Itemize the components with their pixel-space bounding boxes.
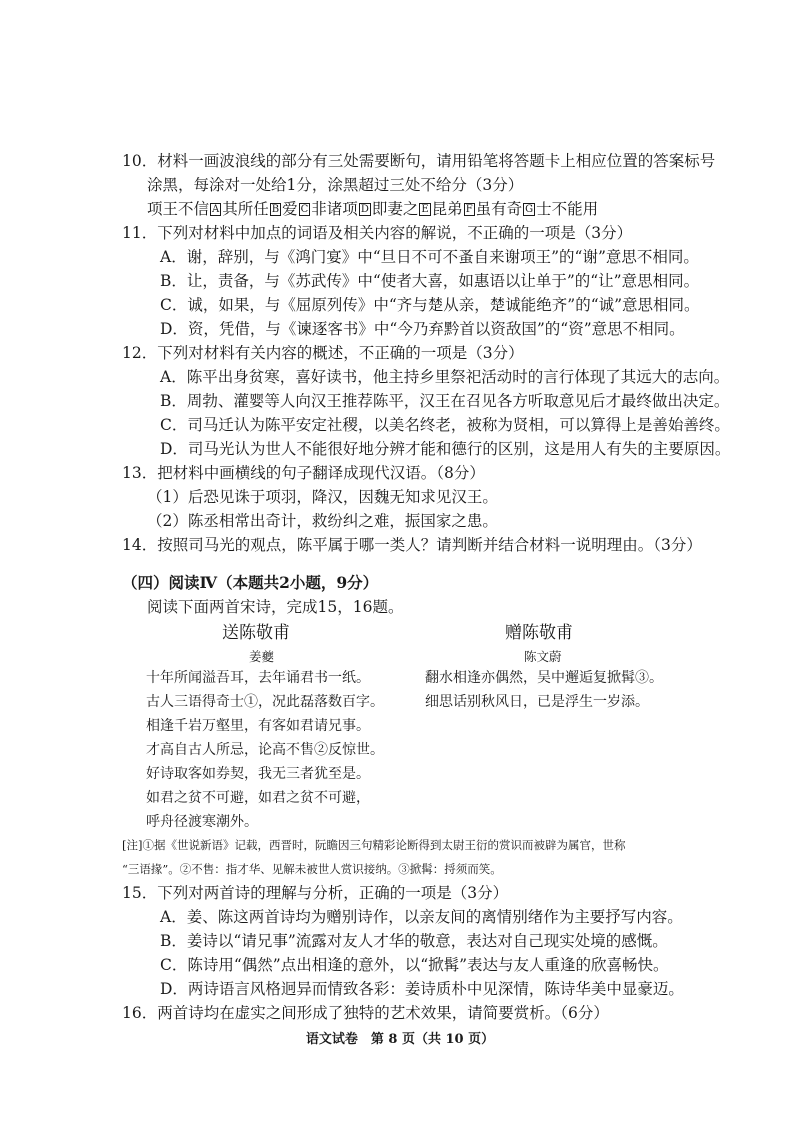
q15-option-a: A．姜、陈这两首诗均为赠别诗作，以亲友间的离情别绪作为主要抒写内容。 bbox=[160, 908, 683, 926]
poem2-title: 赠陈敬甫 bbox=[505, 623, 573, 643]
q10-label-box[interactable]: G bbox=[525, 204, 534, 215]
notes-line1: [注]①据《世说新语》记载，西晋时，阮瞻因三句精彩论断得到太尉王衍的赏识而被辟为属官，世称 bbox=[122, 838, 626, 852]
q15-option-b: B．姜诗以“请兄事”流露对友人才华的敬意，表达对自己现实处境的感慨。 bbox=[160, 932, 668, 950]
poem1-line: 好诗取客如券契，我无三者犹至是。 bbox=[146, 766, 370, 782]
poem1-line: 十年所闻溢吾耳，去年诵君书一纸。 bbox=[146, 670, 370, 686]
q12-option-d: D．司马光认为世人不能很好地分辨才能和德行的区别，这是用人有失的主要原因。 bbox=[160, 440, 731, 458]
poem1-author: 姜夔 bbox=[249, 649, 275, 664]
poem2-line: 细思话别秋风日，已是浮生一岁添。 bbox=[425, 694, 649, 710]
q10-stem-line1: 10．材料一画波浪线的部分有三处需要断句，请用铅笔将答题卡上相应位置的答案标号 bbox=[122, 152, 716, 170]
q12-option-c: C．司马迁认为陈平安定社稷，以美名终老，被称为贤相，可以算得上是善始善终。 bbox=[160, 416, 730, 434]
q10-seg: 项王不信 bbox=[147, 200, 210, 218]
q11-option-a: A．谢，辞别，与《鸿门宴》中“旦日不可不蚤自来谢项王”的“谢”意思不相同。 bbox=[160, 248, 699, 266]
q10-stem-line2: 涂黑，每涂对一处给1分，涂黑超过三处不给分（3分） bbox=[147, 176, 524, 194]
q12-option-a: A．陈平出身贫寒，喜好读书，他主持乡里祭祀活动时的言行体现了其远大的志向。 bbox=[160, 368, 730, 386]
q10-seg: 非诸项 bbox=[311, 200, 358, 218]
q15-option-d: D．两诗语言风格迥异而情致各彩：姜诗质朴中见深情，陈诗华美中显豪迈。 bbox=[160, 980, 684, 998]
poem1-line: 如君之贫不可避，如君之贫不可避， bbox=[146, 790, 370, 806]
q10-label-box[interactable]: A bbox=[212, 204, 220, 215]
q15-option-c: C．陈诗用“偶然”点出相逢的意外，以“掀髯”表达与友人重逢的欣喜畅快。 bbox=[160, 956, 669, 974]
q16-stem: 16．两首诗均在虚实之间形成了独特的艺术效果，请简要赏析。（6分） bbox=[122, 1004, 609, 1022]
q13-stem: 13．把材料中画横线的句子翻译成现代汉语。（8分） bbox=[122, 464, 485, 482]
q11-option-b: B．让，责备，与《苏武传》中“使者大喜，如惠语以让单于”的“让”意思相同。 bbox=[160, 272, 700, 290]
q13-item-2: （2）陈丞相常出奇计，救纷纠之难，振国家之患。 bbox=[147, 512, 498, 530]
poem1-line: 才高自古人所忌，论高不售②反惊世。 bbox=[146, 742, 384, 758]
q14-stem: 14．按照司马光的观点，陈平属于哪一类人？请判断并结合材料一说明理由。（3分） bbox=[122, 536, 702, 554]
q11-stem: 11．下列对材料中加点的词语及相关内容的解说，不正确的一项是（3分） bbox=[122, 224, 633, 242]
q10-label-box[interactable]: D bbox=[360, 204, 369, 215]
q10-label-box[interactable]: C bbox=[300, 204, 309, 215]
q10-seg: 即妻之 bbox=[371, 200, 419, 218]
poem1-line: 古人三语得奇士①，况此磊落数百字。 bbox=[146, 694, 384, 710]
q10-seg: 昆弟 bbox=[431, 200, 463, 218]
section-heading: （四）阅读Ⅳ（本题共2小题，9分） bbox=[122, 573, 379, 592]
q13-item-1: （1）后恐见诛于项羽，降汉，因魏无知求见汉王。 bbox=[147, 488, 498, 506]
notes-line2: “三语掾”。②不售：指才华、见解未被世人赏识接纳。③掀髯：捋须而笑。 bbox=[122, 862, 502, 876]
q12-stem: 12．下列对材料有关内容的概述，不正确的一项是（3分） bbox=[122, 344, 524, 362]
q11-option-d: D．资，凭借，与《谏逐客书》中“今乃弃黔首以资敌国”的“资”意思不相同。 bbox=[160, 320, 685, 338]
q10-seg: 爱 bbox=[282, 200, 298, 218]
q10-break-sentence bbox=[147, 198, 598, 220]
q10-seg: 虽有奇 bbox=[475, 200, 523, 218]
q10-seg: 其所任 bbox=[222, 200, 269, 218]
q11-option-c: C．诚，如果，与《屈原列传》中“齐与楚从亲，楚诚能绝齐”的“诚”意思相同。 bbox=[160, 296, 700, 314]
q10-label-box[interactable]: B bbox=[271, 204, 280, 215]
poem1-line: 相逢千岩万壑里，有客如君请兄事。 bbox=[146, 718, 370, 734]
poem2-author: 陈文蔚 bbox=[524, 649, 562, 664]
q10-label-box[interactable]: F bbox=[465, 204, 473, 215]
q10-label-box[interactable]: E bbox=[421, 204, 429, 215]
page-footer: 语文试卷 第 8 页（共 10 页） bbox=[305, 1032, 495, 1047]
poem1-title: 送陈敬甫 bbox=[222, 623, 290, 643]
q10-seg: 士不能用 bbox=[536, 200, 599, 218]
q15-stem: 15．下列对两首诗的理解与分析，正确的一项是（3分） bbox=[122, 884, 509, 902]
poem1-line: 呼舟径渡寒潮外。 bbox=[146, 814, 258, 830]
section-intro: 阅读下面两首宋诗，完成15，16题。 bbox=[147, 598, 404, 616]
poem2-line: 翻水相逢亦偶然，吴中邂逅复掀髯③。 bbox=[425, 670, 663, 686]
q12-option-b: B．周勃、灌婴等人向汉王推荐陈平，汉王在召见各方听取意见后才最终做出决定。 bbox=[160, 392, 730, 410]
